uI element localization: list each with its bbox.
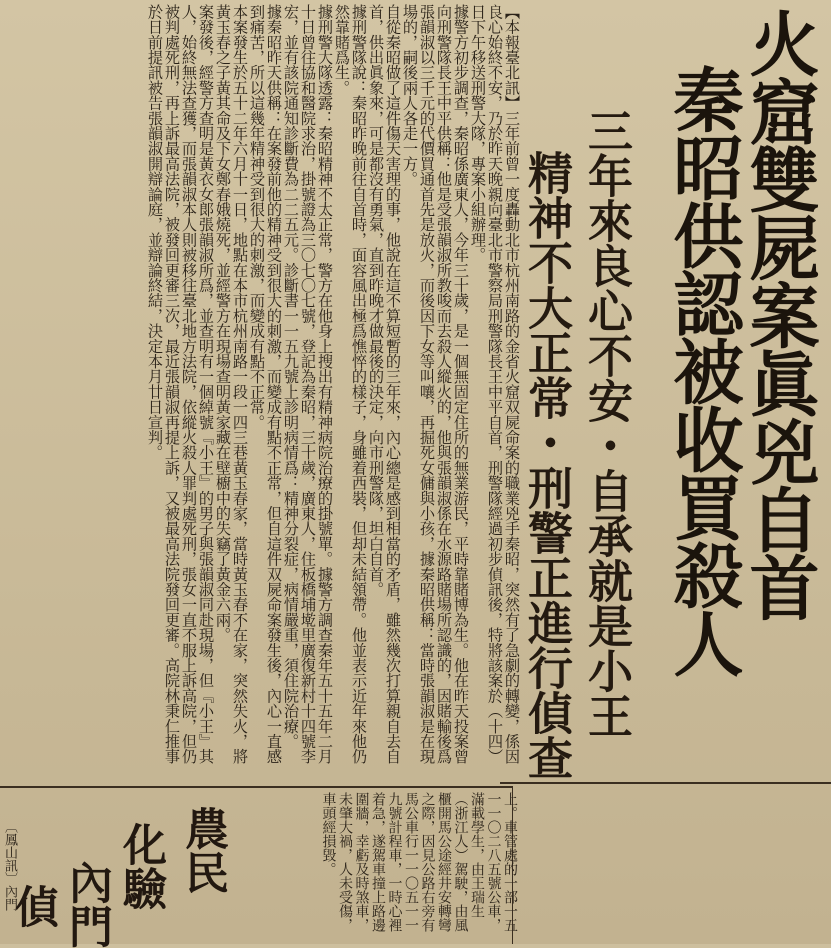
article-para-5: 據刑警大隊透露：秦昭精神不太正常，警方在他身上搜出有精神病院治療的掛號單。據警方調查秦年五十五年二月十日曾往協和醫院求治，掛號證為三〇七〇七號，登記為秦昭，三十歲，廣東人，住板橋埔墘里廣復新村十四號李宏，並有該院通知診斷費為二二五元。診斷書一一五九號上診明病情爲：精神分裂症，病情嚴重，須住院治療。 <box>282 4 334 764</box>
bottom-headline-3: 內門 <box>61 860 112 948</box>
headline-main-2: 秦昭供認被收買殺人 <box>662 64 745 676</box>
article-para-6: 據秦昭昨天供稱：在案發前他的精神受到很大的刺激，而變成有點不正常，但自這件双屍命案發生後，內心一直感到痛苦，所以這幾年精神受到很大的刺激，而變成有點不正常。 <box>248 4 283 764</box>
divider-horizontal-right <box>500 782 831 784</box>
article-para-4: 據刑警隊說：秦昭昨晚前往自首時，面容風出極爲憔悴的樣子，身雖着西裝，但却未結領帶。他並表示近年來他仍然靠賭爲生。 <box>333 4 368 764</box>
divider-horizontal <box>0 786 512 788</box>
headline-main-1: 火窟雙屍案眞兇自首 <box>738 8 821 620</box>
article-para-7: 本案發生於五十二年六月十一日，地點在本市杭州南路一段一四三巷黃玉春家，當時黃玉春不在家，突然失火，將黃玉春之子黃其命及下女鄭春娥燒死，並經警方在現場查明黃家藏在壁櫥中的失竊了黃金六兩。 <box>214 4 249 764</box>
article-para-1: 【本報臺北訊】三年前曾一度轟動北市杭州南路的金省火窟双屍命案的職業兇手秦昭，突然有了急劇的轉變，係因良心始終不安，乃於昨天晚親向臺北市警察局刑警隊長王中平自首，刑警隊經過初步偵訊後，特將該案於（十四）日下午移送刑警大隊，專案小組辦理。 <box>469 4 521 764</box>
bottom-headline-2: 化驗 <box>115 822 166 910</box>
article-body <box>4 4 520 772</box>
article-para-2: 據警方初步調查，秦昭係廣東人，今年三十歲，是一個無固定住所的無業游民，平時靠賭博為生。他在昨天投案曾向刑警隊長王中平供稱：他是受張韻淑所教唆而去殺人縱火的，他與張韻淑係在水源路賭場所認識的，因賭輸後爲張韻淑以三千元的代價買通首先是放火，而後因下女等叫嚷，再掘死女傭與小孩，據秦昭供稱：當時張韻淑是在現場的，嗣後兩人各走一方。 <box>401 4 470 764</box>
article-para-8: 案發後，經警方查明是黃衣女郞張韻淑所爲，並查明有一個綽號『小王』的男子與張韻淑同赴現場，但『小王』其人，始終無法查獲，而張韻淑本人則被移往臺北地方法院，依縱火殺人罪判處死刑，張女一直不服上訴高院，但仍被判處死刑，再上訴最高法院，被發回更審三次，最近張韻淑再提上訴，又被最高法院發回更審。高院林秉仁推事於日前提訊被告張韻淑開辯論庭，並辯論終結，決定本月廿日宣判。 <box>146 4 215 764</box>
bottom-story: 上。車管處的一部一五一一〇二八五號公車，滿載學生，由王瑞生（浙江人）駕駛，由風櫃開馬公途經井安轉彎之際，因見公路右旁有馬公車行一一〇五一一九號計程車，一時心裡着急，遂駕車撞上路邊圍牆，幸虧及時煞車，未肇大禍，人未受傷，車頭經損毀。 <box>320 792 518 932</box>
bottom-headline-4: 偵 <box>7 884 58 928</box>
left-edge-bracket: 〔鳳山訊〕內門 <box>2 820 17 911</box>
bottom-headline-1: 農民 <box>177 806 228 894</box>
headline-sub-2: 精神不大正常・刑警正進行偵查 <box>520 150 573 780</box>
headline-sub-1: 三年來良心不安・自承就是小王 <box>580 108 633 738</box>
article-para-3: 自從秦昭做了這件傷天害理的事，他說在這不算短暫的三年來，內心總是感到相當的矛盾，雖然幾次打算親自去自首，供出眞象來，可是都沒有勇氣，直到昨晚才做最後的決定，向市刑警隊，坦白自首。 <box>367 4 402 764</box>
